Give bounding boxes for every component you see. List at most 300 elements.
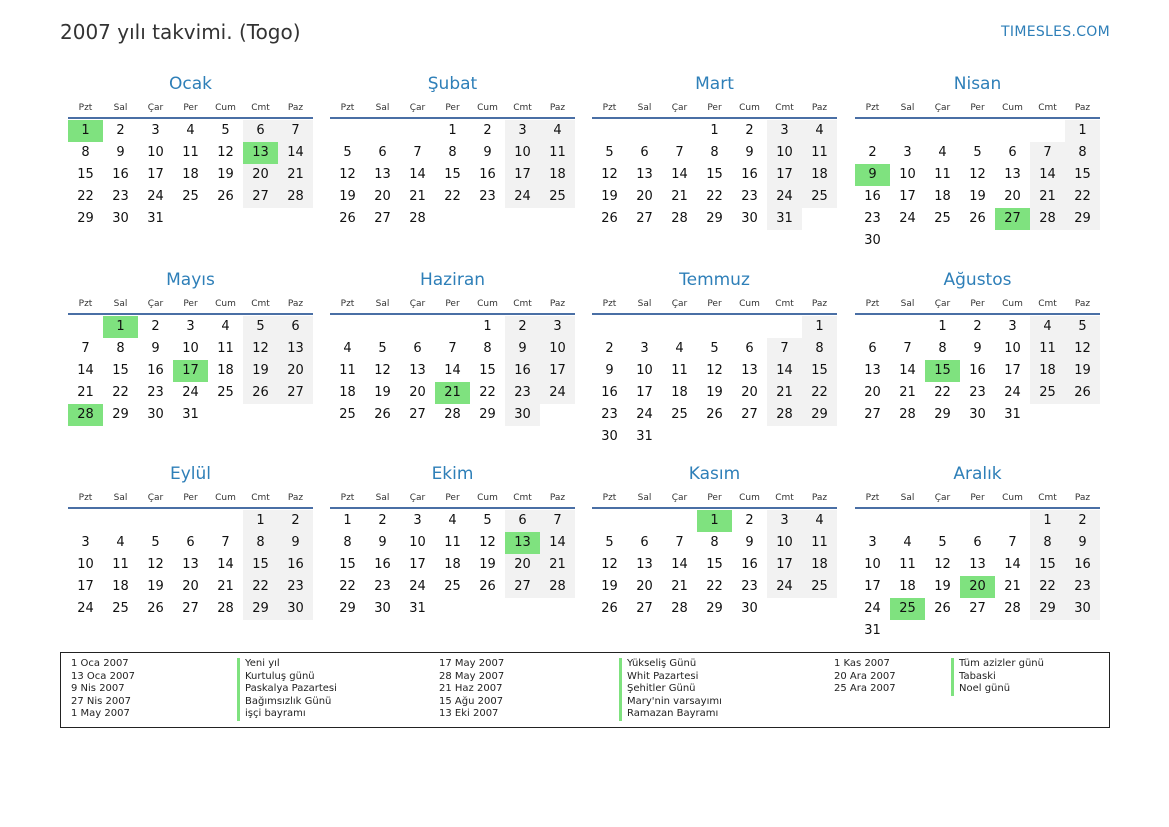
day-cell[interactable]: 18	[112, 579, 129, 594]
day-cell[interactable]: 14	[1030, 164, 1065, 186]
day-cell[interactable]: 26	[217, 189, 234, 204]
day-cell[interactable]: 7	[81, 341, 90, 356]
day-cell[interactable]: 25	[217, 385, 234, 400]
day-cell[interactable]: 17	[409, 557, 426, 572]
day-cell[interactable]: 25	[1030, 382, 1065, 404]
day-cell[interactable]: 19	[601, 189, 618, 204]
day-cell[interactable]: 16	[741, 557, 758, 572]
day-cell[interactable]: 2	[745, 123, 754, 138]
day-cell[interactable]: 4	[116, 535, 125, 550]
day-cell[interactable]: 15	[802, 360, 837, 382]
day-cell[interactable]: 13	[278, 338, 313, 360]
day-cell[interactable]: 14	[444, 363, 461, 378]
day-cell[interactable]: 16	[601, 385, 618, 400]
day-cell[interactable]: 22	[934, 385, 951, 400]
day-cell[interactable]: 12	[147, 557, 164, 572]
day-cell[interactable]: 25	[671, 407, 688, 422]
day-cell[interactable]: 21	[671, 579, 688, 594]
day-cell[interactable]: 12	[601, 167, 618, 182]
day-cell[interactable]: 23	[112, 189, 129, 204]
day-cell[interactable]: 29	[1065, 208, 1100, 230]
day-cell[interactable]: 9	[505, 338, 540, 360]
day-cell[interactable]: 10	[147, 145, 164, 160]
day-cell[interactable]: 15	[706, 557, 723, 572]
day-cell[interactable]: 16	[278, 554, 313, 576]
day-cell[interactable]: 2	[605, 341, 614, 356]
day-cell[interactable]: 29	[934, 407, 951, 422]
day-cell[interactable]: 9	[605, 363, 614, 378]
day-cell[interactable]: 18	[1030, 360, 1065, 382]
day-cell[interactable]: 28	[1030, 208, 1065, 230]
day-cell[interactable]: 3	[81, 535, 90, 550]
day-cell[interactable]: 19	[374, 385, 391, 400]
day-cell[interactable]: 3	[868, 535, 877, 550]
day-cell[interactable]: 12	[243, 338, 278, 360]
day-cell[interactable]: 11	[671, 363, 688, 378]
day-cell[interactable]: 18	[182, 167, 199, 182]
day-cell[interactable]: 10	[767, 142, 802, 164]
day-cell[interactable]: 30	[1065, 598, 1100, 620]
day-cell[interactable]: 4	[186, 123, 195, 138]
day-cell[interactable]: 23	[147, 385, 164, 400]
day-cell[interactable]: 7	[675, 145, 684, 160]
day-cell[interactable]: 22	[1065, 186, 1100, 208]
day-cell[interactable]: 8	[81, 145, 90, 160]
day-cell[interactable]: 12	[601, 557, 618, 572]
day-cell[interactable]: 27	[409, 407, 426, 422]
day-cell[interactable]: 14	[217, 557, 234, 572]
day-cell[interactable]: 3	[640, 341, 649, 356]
day-cell[interactable]: 2	[868, 145, 877, 160]
day-cell[interactable]: 11	[802, 142, 837, 164]
day-cell[interactable]: 16	[147, 363, 164, 378]
day-cell[interactable]: 12	[217, 145, 234, 160]
day-cell[interactable]: 31	[636, 429, 653, 444]
day-cell[interactable]: 6	[278, 316, 313, 338]
day-cell[interactable]: 12	[706, 363, 723, 378]
day-cell[interactable]: 27	[374, 211, 391, 226]
day-cell[interactable]: 26	[601, 601, 618, 616]
day-cell[interactable]: 18	[540, 164, 575, 186]
day-cell[interactable]: 10	[409, 535, 426, 550]
day-cell[interactable]: 28	[409, 211, 426, 226]
day-cell[interactable]: 19	[934, 579, 951, 594]
day-cell[interactable]: 19	[1065, 360, 1100, 382]
day-cell[interactable]: 7	[221, 535, 230, 550]
day-cell[interactable]: 13	[636, 557, 653, 572]
day-cell[interactable]: 2	[505, 316, 540, 338]
day-cell[interactable]: 31	[864, 623, 881, 638]
day-cell[interactable]: 30	[969, 407, 986, 422]
day-cell[interactable]: 30	[278, 598, 313, 620]
day-cell[interactable]: 23	[278, 576, 313, 598]
day-cell[interactable]: 27	[243, 186, 278, 208]
day-cell[interactable]: 15	[925, 360, 960, 382]
day-cell[interactable]: 21	[409, 189, 426, 204]
day-cell[interactable]: 23	[741, 579, 758, 594]
day-cell[interactable]: 9	[278, 532, 313, 554]
day-cell[interactable]: 22	[1030, 576, 1065, 598]
day-cell[interactable]: 31	[409, 601, 426, 616]
day-cell[interactable]: 20	[636, 579, 653, 594]
day-cell[interactable]: 7	[767, 338, 802, 360]
day-cell[interactable]: 27	[864, 407, 881, 422]
day-cell[interactable]: 13	[505, 532, 540, 554]
day-cell[interactable]: 31	[147, 211, 164, 226]
day-cell[interactable]: 14	[671, 167, 688, 182]
day-cell[interactable]: 16	[969, 363, 986, 378]
day-cell[interactable]: 8	[343, 535, 352, 550]
day-cell[interactable]: 26	[934, 601, 951, 616]
day-cell[interactable]: 30	[112, 211, 129, 226]
day-cell[interactable]: 28	[68, 404, 103, 426]
day-cell[interactable]: 25	[802, 576, 837, 598]
day-cell[interactable]: 8	[243, 532, 278, 554]
day-cell[interactable]: 29	[339, 601, 356, 616]
day-cell[interactable]: 6	[378, 145, 387, 160]
day-cell[interactable]: 9	[745, 535, 754, 550]
day-cell[interactable]: 7	[448, 341, 457, 356]
day-cell[interactable]: 7	[540, 510, 575, 532]
day-cell[interactable]: 20	[505, 554, 540, 576]
day-cell[interactable]: 5	[1065, 316, 1100, 338]
day-cell[interactable]: 2	[973, 319, 982, 334]
day-cell[interactable]: 20	[278, 360, 313, 382]
day-cell[interactable]: 8	[710, 145, 719, 160]
day-cell[interactable]: 30	[147, 407, 164, 422]
day-cell[interactable]: 23	[479, 189, 496, 204]
day-cell[interactable]: 24	[147, 189, 164, 204]
day-cell[interactable]: 15	[1030, 554, 1065, 576]
day-cell[interactable]: 7	[1008, 535, 1017, 550]
day-cell[interactable]: 27	[182, 601, 199, 616]
day-cell[interactable]: 13	[374, 167, 391, 182]
day-cell[interactable]: 1	[938, 319, 947, 334]
day-cell[interactable]: 8	[1065, 142, 1100, 164]
day-cell[interactable]: 26	[706, 407, 723, 422]
day-cell[interactable]: 15	[77, 167, 94, 182]
day-cell[interactable]: 21	[1004, 579, 1021, 594]
day-cell[interactable]: 26	[339, 211, 356, 226]
day-cell[interactable]: 25	[540, 186, 575, 208]
day-cell[interactable]: 5	[483, 513, 492, 528]
day-cell[interactable]: 5	[973, 145, 982, 160]
day-cell[interactable]: 14	[767, 360, 802, 382]
day-cell[interactable]: 9	[151, 341, 160, 356]
day-cell[interactable]: 23	[864, 211, 881, 226]
day-cell[interactable]: 14	[671, 557, 688, 572]
day-cell[interactable]: 9	[1065, 532, 1100, 554]
day-cell[interactable]: 24	[1004, 385, 1021, 400]
day-cell[interactable]: 1	[483, 319, 492, 334]
day-cell[interactable]: 2	[1065, 510, 1100, 532]
day-cell[interactable]: 15	[706, 167, 723, 182]
day-cell[interactable]: 15	[1065, 164, 1100, 186]
day-cell[interactable]: 3	[767, 510, 802, 532]
day-cell[interactable]: 21	[671, 189, 688, 204]
day-cell[interactable]: 20	[741, 385, 758, 400]
day-cell[interactable]: 14	[899, 363, 916, 378]
day-cell[interactable]: 28	[444, 407, 461, 422]
day-cell[interactable]: 13	[969, 557, 986, 572]
day-cell[interactable]: 4	[903, 535, 912, 550]
day-cell[interactable]: 7	[1030, 142, 1065, 164]
day-cell[interactable]: 9	[855, 164, 890, 186]
day-cell[interactable]: 19	[243, 360, 278, 382]
day-cell[interactable]: 5	[605, 535, 614, 550]
day-cell[interactable]: 20	[1004, 189, 1021, 204]
day-cell[interactable]: 21	[767, 382, 802, 404]
day-cell[interactable]: 4	[221, 319, 230, 334]
day-cell[interactable]: 26	[601, 211, 618, 226]
day-cell[interactable]: 4	[802, 510, 837, 532]
day-cell[interactable]: 6	[640, 145, 649, 160]
day-cell[interactable]: 5	[938, 535, 947, 550]
brand-link[interactable]: TIMESLES.COM	[1001, 24, 1110, 40]
day-cell[interactable]: 5	[605, 145, 614, 160]
day-cell[interactable]: 27	[636, 211, 653, 226]
day-cell[interactable]: 13	[243, 142, 278, 164]
day-cell[interactable]: 16	[112, 167, 129, 182]
day-cell[interactable]: 3	[505, 120, 540, 142]
day-cell[interactable]: 4	[540, 120, 575, 142]
day-cell[interactable]: 3	[1008, 319, 1017, 334]
day-cell[interactable]: 22	[77, 189, 94, 204]
day-cell[interactable]: 8	[483, 341, 492, 356]
day-cell[interactable]: 31	[182, 407, 199, 422]
day-cell[interactable]: 1	[243, 510, 278, 532]
day-cell[interactable]: 29	[706, 601, 723, 616]
day-cell[interactable]: 12	[374, 363, 391, 378]
day-cell[interactable]: 20	[374, 189, 391, 204]
day-cell[interactable]: 21	[899, 385, 916, 400]
day-cell[interactable]: 19	[969, 189, 986, 204]
day-cell[interactable]: 1	[343, 513, 352, 528]
day-cell[interactable]: 10	[77, 557, 94, 572]
day-cell[interactable]: 9	[973, 341, 982, 356]
day-cell[interactable]: 17	[864, 579, 881, 594]
day-cell[interactable]: 8	[1030, 532, 1065, 554]
day-cell[interactable]: 11	[934, 167, 951, 182]
day-cell[interactable]: 2	[378, 513, 387, 528]
day-cell[interactable]: 26	[374, 407, 391, 422]
day-cell[interactable]: 15	[112, 363, 129, 378]
day-cell[interactable]: 1	[68, 120, 103, 142]
day-cell[interactable]: 1	[1030, 510, 1065, 532]
day-cell[interactable]: 11	[1030, 338, 1065, 360]
day-cell[interactable]: 13	[409, 363, 426, 378]
day-cell[interactable]: 26	[243, 382, 278, 404]
day-cell[interactable]: 20	[409, 385, 426, 400]
day-cell[interactable]: 3	[151, 123, 160, 138]
day-cell[interactable]: 5	[378, 341, 387, 356]
day-cell[interactable]: 22	[243, 576, 278, 598]
day-cell[interactable]: 26	[479, 579, 496, 594]
day-cell[interactable]: 15	[339, 557, 356, 572]
day-cell[interactable]: 24	[864, 601, 881, 616]
day-cell[interactable]: 9	[745, 145, 754, 160]
day-cell[interactable]: 16	[864, 189, 881, 204]
day-cell[interactable]: 27	[278, 382, 313, 404]
day-cell[interactable]: 31	[767, 208, 802, 230]
day-cell[interactable]: 22	[706, 579, 723, 594]
day-cell[interactable]: 19	[339, 189, 356, 204]
day-cell[interactable]: 14	[540, 532, 575, 554]
day-cell[interactable]: 25	[339, 407, 356, 422]
day-cell[interactable]: 29	[112, 407, 129, 422]
day-cell[interactable]: 5	[710, 341, 719, 356]
day-cell[interactable]: 16	[741, 167, 758, 182]
day-cell[interactable]: 6	[973, 535, 982, 550]
day-cell[interactable]: 3	[540, 316, 575, 338]
day-cell[interactable]: 16	[1065, 554, 1100, 576]
day-cell[interactable]: 22	[706, 189, 723, 204]
day-cell[interactable]: 9	[116, 145, 125, 160]
day-cell[interactable]: 20	[960, 576, 995, 598]
day-cell[interactable]: 23	[1065, 576, 1100, 598]
day-cell[interactable]: 3	[413, 513, 422, 528]
day-cell[interactable]: 21	[540, 554, 575, 576]
day-cell[interactable]: 26	[1065, 382, 1100, 404]
day-cell[interactable]: 6	[640, 535, 649, 550]
day-cell[interactable]: 24	[505, 186, 540, 208]
day-cell[interactable]: 6	[868, 341, 877, 356]
day-cell[interactable]: 28	[217, 601, 234, 616]
day-cell[interactable]: 15	[479, 363, 496, 378]
day-cell[interactable]: 18	[339, 385, 356, 400]
day-cell[interactable]: 8	[938, 341, 947, 356]
day-cell[interactable]: 17	[899, 189, 916, 204]
day-cell[interactable]: 22	[112, 385, 129, 400]
day-cell[interactable]: 4	[448, 513, 457, 528]
day-cell[interactable]: 7	[413, 145, 422, 160]
day-cell[interactable]: 22	[444, 189, 461, 204]
day-cell[interactable]: 15	[243, 554, 278, 576]
day-cell[interactable]: 30	[374, 601, 391, 616]
day-cell[interactable]: 5	[243, 316, 278, 338]
day-cell[interactable]: 28	[278, 186, 313, 208]
day-cell[interactable]: 19	[217, 167, 234, 182]
day-cell[interactable]: 10	[636, 363, 653, 378]
day-cell[interactable]: 28	[671, 601, 688, 616]
day-cell[interactable]: 11	[182, 145, 199, 160]
day-cell[interactable]: 29	[479, 407, 496, 422]
day-cell[interactable]: 29	[77, 211, 94, 226]
day-cell[interactable]: 17	[1004, 363, 1021, 378]
day-cell[interactable]: 8	[116, 341, 125, 356]
day-cell[interactable]: 31	[1004, 407, 1021, 422]
day-cell[interactable]: 11	[899, 557, 916, 572]
day-cell[interactable]: 30	[741, 601, 758, 616]
day-cell[interactable]: 17	[636, 385, 653, 400]
day-cell[interactable]: 10	[182, 341, 199, 356]
day-cell[interactable]: 20	[243, 164, 278, 186]
day-cell[interactable]: 9	[378, 535, 387, 550]
day-cell[interactable]: 18	[802, 554, 837, 576]
day-cell[interactable]: 10	[767, 532, 802, 554]
day-cell[interactable]: 19	[479, 557, 496, 572]
day-cell[interactable]: 21	[217, 579, 234, 594]
day-cell[interactable]: 6	[1008, 145, 1017, 160]
day-cell[interactable]: 22	[802, 382, 837, 404]
day-cell[interactable]: 24	[767, 186, 802, 208]
day-cell[interactable]: 4	[1030, 316, 1065, 338]
day-cell[interactable]: 21	[77, 385, 94, 400]
day-cell[interactable]: 1	[710, 123, 719, 138]
day-cell[interactable]: 24	[636, 407, 653, 422]
day-cell[interactable]: 7	[675, 535, 684, 550]
day-cell[interactable]: 24	[899, 211, 916, 226]
day-cell[interactable]: 10	[864, 557, 881, 572]
day-cell[interactable]: 6	[243, 120, 278, 142]
day-cell[interactable]: 13	[1004, 167, 1021, 182]
day-cell[interactable]: 2	[116, 123, 125, 138]
day-cell[interactable]: 15	[444, 167, 461, 182]
day-cell[interactable]: 23	[505, 382, 540, 404]
day-cell[interactable]: 13	[636, 167, 653, 182]
day-cell[interactable]: 18	[802, 164, 837, 186]
day-cell[interactable]: 18	[934, 189, 951, 204]
day-cell[interactable]: 28	[671, 211, 688, 226]
day-cell[interactable]: 8	[710, 535, 719, 550]
day-cell[interactable]: 28	[1004, 601, 1021, 616]
day-cell[interactable]: 24	[767, 576, 802, 598]
day-cell[interactable]: 28	[767, 404, 802, 426]
day-cell[interactable]: 30	[864, 233, 881, 248]
day-cell[interactable]: 4	[343, 341, 352, 356]
day-cell[interactable]: 19	[601, 579, 618, 594]
day-cell[interactable]: 27	[636, 601, 653, 616]
day-cell[interactable]: 2	[745, 513, 754, 528]
day-cell[interactable]: 4	[675, 341, 684, 356]
day-cell[interactable]: 29	[243, 598, 278, 620]
day-cell[interactable]: 10	[1004, 341, 1021, 356]
day-cell[interactable]: 16	[374, 557, 391, 572]
day-cell[interactable]: 13	[182, 557, 199, 572]
day-cell[interactable]: 4	[802, 120, 837, 142]
day-cell[interactable]: 2	[483, 123, 492, 138]
day-cell[interactable]: 17	[767, 554, 802, 576]
day-cell[interactable]: 26	[969, 211, 986, 226]
day-cell[interactable]: 17	[77, 579, 94, 594]
day-cell[interactable]: 5	[221, 123, 230, 138]
day-cell[interactable]: 13	[864, 363, 881, 378]
day-cell[interactable]: 2	[278, 510, 313, 532]
day-cell[interactable]: 6	[505, 510, 540, 532]
day-cell[interactable]: 23	[969, 385, 986, 400]
day-cell[interactable]: 12	[1065, 338, 1100, 360]
day-cell[interactable]: 21	[278, 164, 313, 186]
day-cell[interactable]: 25	[802, 186, 837, 208]
day-cell[interactable]: 25	[444, 579, 461, 594]
day-cell[interactable]: 10	[899, 167, 916, 182]
day-cell[interactable]: 8	[802, 338, 837, 360]
day-cell[interactable]: 18	[444, 557, 461, 572]
day-cell[interactable]: 13	[741, 363, 758, 378]
day-cell[interactable]: 25	[112, 601, 129, 616]
day-cell[interactable]: 3	[767, 120, 802, 142]
day-cell[interactable]: 30	[741, 211, 758, 226]
day-cell[interactable]: 16	[479, 167, 496, 182]
day-cell[interactable]: 21	[1030, 186, 1065, 208]
day-cell[interactable]: 11	[540, 142, 575, 164]
day-cell[interactable]: 1	[1065, 120, 1100, 142]
day-cell[interactable]: 3	[903, 145, 912, 160]
day-cell[interactable]: 22	[339, 579, 356, 594]
day-cell[interactable]: 6	[186, 535, 195, 550]
day-cell[interactable]: 18	[671, 385, 688, 400]
day-cell[interactable]: 11	[339, 363, 356, 378]
